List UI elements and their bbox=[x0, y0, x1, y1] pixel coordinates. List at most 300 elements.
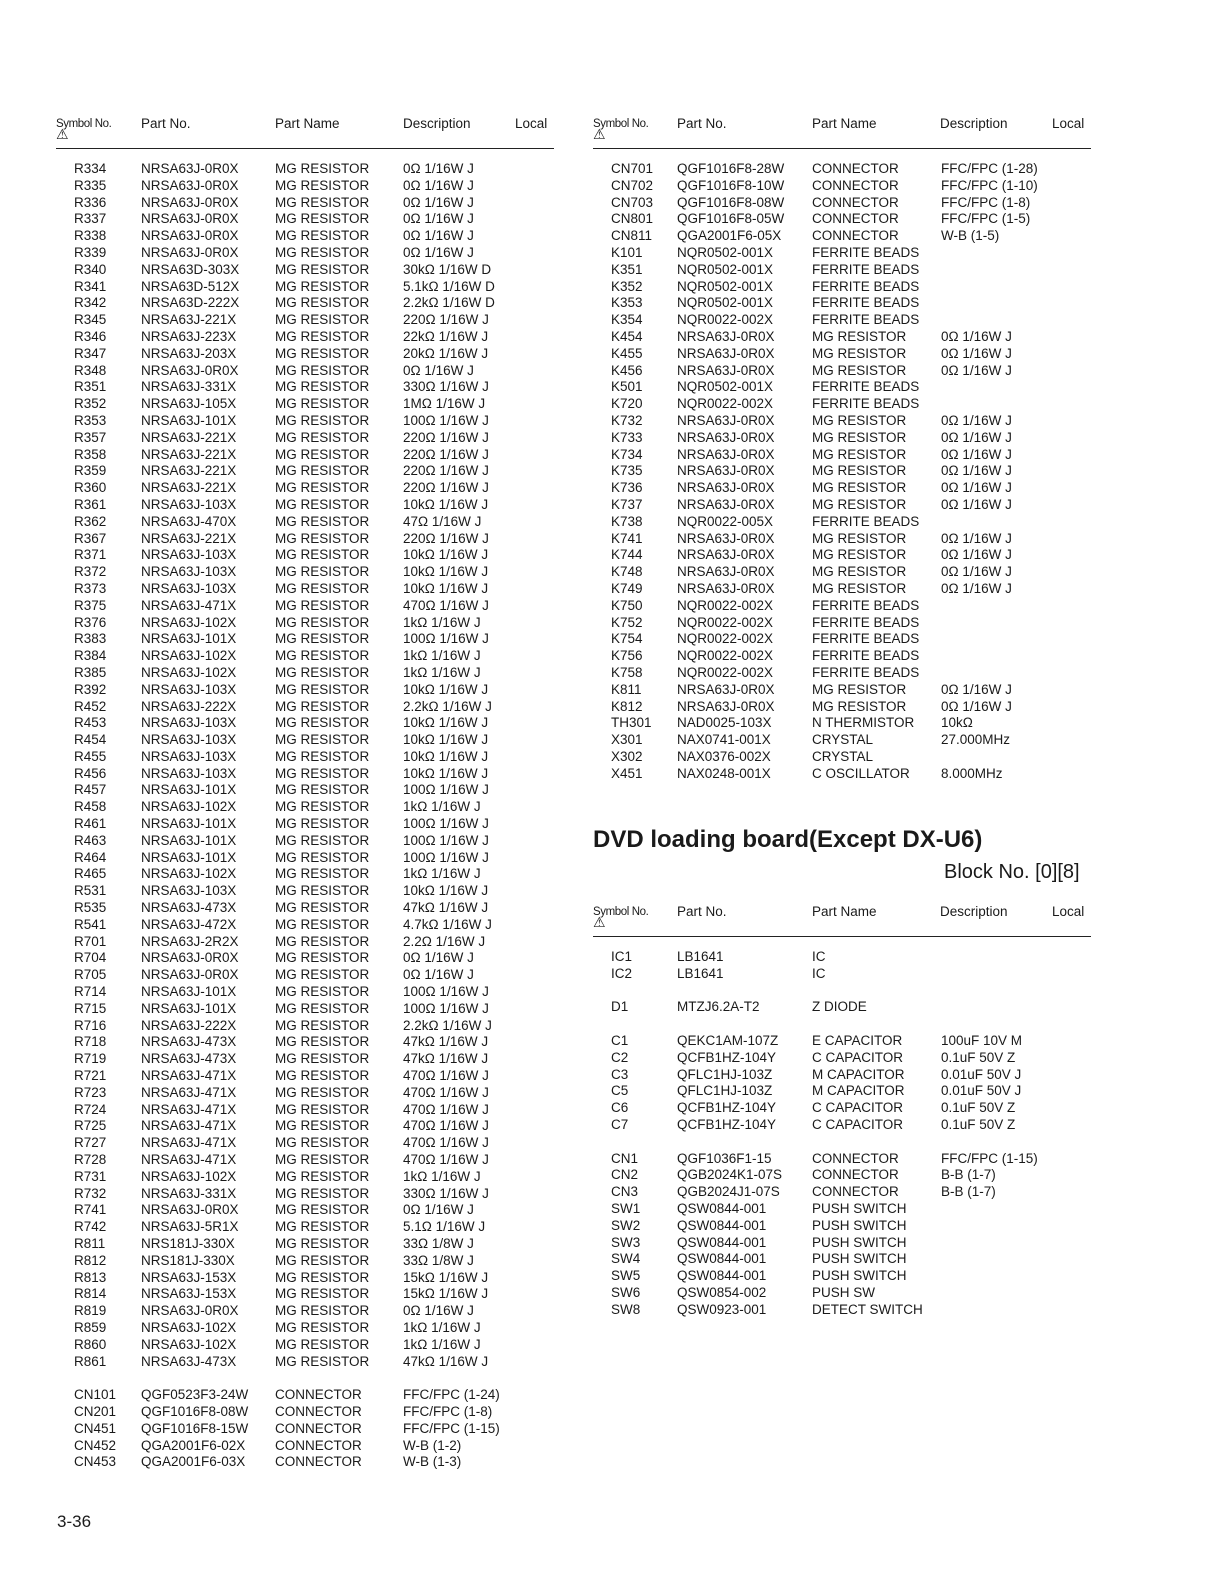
description-cell: 10kΩ 1/16W J bbox=[403, 496, 489, 512]
symbol-no-cell: R701 bbox=[74, 933, 107, 949]
part-name-cell: CONNECTOR bbox=[812, 228, 899, 244]
part-name-cell: MG RESISTOR bbox=[275, 1336, 370, 1352]
description-header: Description bbox=[940, 904, 1008, 919]
part-name-cell: MG RESISTOR bbox=[275, 664, 370, 680]
symbol-no-cell: R375 bbox=[74, 597, 107, 613]
part-no-cell: NRSA63J-472X bbox=[141, 916, 237, 932]
description-cell: 1kΩ 1/16W J bbox=[403, 1168, 481, 1184]
part-no-cell: QCFB1HZ-104Y bbox=[677, 1100, 777, 1116]
part-no-cell: NRSA63J-473X bbox=[141, 1034, 237, 1050]
symbol-no-cell: R714 bbox=[74, 984, 107, 1000]
symbol-header-label: Symbol No. bbox=[56, 118, 112, 130]
part-no-cell: NRSA63J-331X bbox=[141, 379, 237, 395]
symbol-no-cell: K738 bbox=[611, 513, 643, 529]
table-row bbox=[0, 195, 1100, 212]
description-cell: FFC/FPC (1-24) bbox=[403, 1387, 500, 1403]
part-name-cell: MG RESISTOR bbox=[275, 1068, 370, 1084]
part-name-cell: MG RESISTOR bbox=[275, 950, 370, 966]
symbol-no-cell: R531 bbox=[74, 883, 107, 899]
part-no-cell: NRSA63J-0R0X bbox=[677, 463, 775, 479]
part-name-cell: MG RESISTOR bbox=[275, 396, 370, 412]
symbol-no-cell: R454 bbox=[74, 732, 107, 748]
part-name-cell: MG RESISTOR bbox=[275, 194, 370, 210]
symbol-no-cell: R392 bbox=[74, 681, 107, 697]
table-row bbox=[0, 245, 1100, 262]
part-no-cell: NQR0022-002X bbox=[677, 648, 774, 664]
description-cell: 0Ω 1/16W J bbox=[403, 967, 474, 983]
local-header: Local bbox=[1052, 904, 1085, 919]
part-no-cell: NRSA63J-223X bbox=[141, 328, 237, 344]
table-row bbox=[0, 732, 1100, 749]
symbol-no-cell: R336 bbox=[74, 194, 107, 210]
right-parts-table bbox=[0, 161, 1100, 782]
description-cell: 470Ω 1/16W J bbox=[403, 1152, 489, 1168]
part-no-cell: LB1641 bbox=[677, 965, 724, 981]
table-row bbox=[0, 228, 1100, 245]
description-cell: 0Ω 1/16W J bbox=[403, 1303, 474, 1319]
part-no-cell: NRSA63J-101X bbox=[141, 849, 237, 865]
description-cell: 470Ω 1/16W J bbox=[403, 1101, 489, 1117]
loading-table-header bbox=[593, 896, 1091, 937]
description-cell: 100Ω 1/16W J bbox=[403, 816, 489, 832]
description-cell: FFC/FPC (1-28) bbox=[941, 161, 1038, 176]
description-cell: 220Ω 1/16W J bbox=[403, 446, 489, 462]
symbol-no-cell: R742 bbox=[74, 1219, 107, 1235]
symbol-no-cell: R704 bbox=[74, 950, 107, 966]
part-no-cell: NRSA63J-0R0X bbox=[141, 1202, 239, 1218]
symbol-no-cell: R348 bbox=[74, 362, 107, 378]
part-name-cell: MG RESISTOR bbox=[812, 547, 907, 563]
symbol-no-cell: C7 bbox=[611, 1116, 629, 1132]
part-name-cell: MG RESISTOR bbox=[275, 547, 370, 563]
symbol-header bbox=[593, 906, 649, 930]
symbol-no-cell: IC1 bbox=[611, 949, 633, 964]
part-name-cell: MG RESISTOR bbox=[275, 480, 370, 496]
part-name-cell: CONNECTOR bbox=[812, 161, 899, 176]
symbol-no-cell: CN1 bbox=[611, 1150, 639, 1166]
table-row bbox=[0, 631, 1100, 648]
description-cell: 47kΩ 1/16W J bbox=[403, 900, 489, 916]
part-name-cell: MG RESISTOR bbox=[812, 681, 907, 697]
symbol-no-cell: R351 bbox=[74, 379, 107, 395]
symbol-no-cell: TH301 bbox=[611, 715, 652, 731]
part-name-cell: MG RESISTOR bbox=[275, 496, 370, 512]
table-row bbox=[0, 715, 1100, 732]
symbol-no-cell: SW1 bbox=[611, 1200, 641, 1216]
description-cell: 1kΩ 1/16W J bbox=[403, 1336, 481, 1352]
part-name-cell: IC bbox=[812, 949, 826, 964]
part-no-cell: NAX0741-001X bbox=[677, 732, 771, 748]
description-cell: 0Ω 1/16W J bbox=[941, 480, 1012, 496]
description-cell: 10kΩ 1/16W J bbox=[403, 681, 489, 697]
part-no-cell: NQR0022-002X bbox=[677, 597, 774, 613]
part-name-cell: MG RESISTOR bbox=[275, 765, 370, 781]
symbol-no-cell: CN452 bbox=[74, 1437, 117, 1453]
table-row bbox=[0, 699, 1100, 716]
part-no-cell: NRSA63J-471X bbox=[141, 1118, 237, 1134]
part-name-cell: MG RESISTOR bbox=[275, 1319, 370, 1335]
symbol-no-cell: R458 bbox=[74, 799, 107, 815]
part-name-cell: MG RESISTOR bbox=[812, 564, 907, 580]
part-name-header: Part Name bbox=[812, 904, 877, 919]
description-cell: 27.000MHz bbox=[941, 732, 1011, 748]
description-cell: 0Ω 1/16W J bbox=[403, 177, 474, 193]
part-no-cell: NQR0502-001X bbox=[677, 261, 774, 277]
description-cell: 20kΩ 1/16W J bbox=[403, 345, 489, 361]
section-title: DVD loading board(Except DX-U6) bbox=[593, 826, 983, 853]
description-cell: 0Ω 1/16W J bbox=[941, 446, 1012, 462]
symbol-no-cell: C2 bbox=[611, 1049, 629, 1065]
part-no-cell: NRSA63J-105X bbox=[141, 396, 237, 412]
description-cell: 5.1kΩ 1/16W D bbox=[403, 278, 495, 294]
part-no-cell: NRSA63J-221X bbox=[141, 463, 237, 479]
part-name-cell: C CAPACITOR bbox=[812, 1049, 904, 1065]
symbol-no-cell: R861 bbox=[74, 1353, 107, 1369]
part-name-cell: MG RESISTOR bbox=[275, 513, 370, 529]
description-cell: 0Ω 1/16W J bbox=[403, 1202, 474, 1218]
symbol-no-cell: R338 bbox=[74, 228, 107, 244]
part-no-cell: QGF1016F8-10W bbox=[677, 177, 785, 193]
part-no-cell: NRSA63J-0R0X bbox=[677, 564, 775, 580]
row-spacer bbox=[0, 1370, 560, 1387]
table-row bbox=[0, 1438, 560, 1455]
description-cell: 100Ω 1/16W J bbox=[403, 631, 489, 647]
part-no-cell: NRSA63J-0R0X bbox=[677, 698, 775, 714]
description-cell: B-B (1-7) bbox=[941, 1167, 996, 1183]
description-cell: 10kΩ 1/16W J bbox=[403, 547, 489, 563]
symbol-no-cell: K737 bbox=[611, 496, 643, 512]
table-row bbox=[0, 329, 1100, 346]
description-cell: W-B (1-2) bbox=[403, 1437, 462, 1453]
symbol-no-cell: SW8 bbox=[611, 1301, 641, 1317]
part-no-cell: QSW0844-001 bbox=[677, 1234, 767, 1250]
part-name-cell: CONNECTOR bbox=[812, 177, 899, 193]
part-name-cell: MG RESISTOR bbox=[275, 799, 370, 815]
symbol-no-cell: K732 bbox=[611, 412, 643, 428]
row-spacer bbox=[0, 983, 1100, 1000]
symbol-no-cell: R357 bbox=[74, 429, 107, 445]
part-name-cell: MG RESISTOR bbox=[275, 916, 370, 932]
part-no-cell: NRSA63J-0R0X bbox=[677, 328, 775, 344]
part-no-cell: QSW0844-001 bbox=[677, 1251, 767, 1267]
description-cell: 0Ω 1/16W J bbox=[403, 950, 474, 966]
part-name-cell: MG RESISTOR bbox=[275, 1000, 370, 1016]
part-name-cell: E CAPACITOR bbox=[812, 1032, 903, 1048]
part-name-cell: FERRITE BEADS bbox=[812, 597, 920, 613]
part-no-cell: NRSA63J-0R0X bbox=[677, 580, 775, 596]
part-no-cell: NRS181J-330X bbox=[141, 1252, 235, 1268]
part-name-cell: MG RESISTOR bbox=[275, 261, 370, 277]
part-no-cell: QSW0844-001 bbox=[677, 1200, 767, 1216]
symbol-no-cell: CN801 bbox=[611, 211, 654, 227]
description-cell: 15kΩ 1/16W J bbox=[403, 1269, 489, 1285]
table-row bbox=[0, 581, 1100, 598]
description-cell: 470Ω 1/16W J bbox=[403, 1118, 489, 1134]
description-cell: 0.01uF 50V J bbox=[941, 1066, 1022, 1082]
description-cell: 220Ω 1/16W J bbox=[403, 429, 489, 445]
symbol-no-cell: R813 bbox=[74, 1269, 107, 1285]
symbol-no-cell: CN3 bbox=[611, 1184, 639, 1200]
part-name-cell: MG RESISTOR bbox=[275, 362, 370, 378]
part-name-cell: DETECT SWITCH bbox=[812, 1301, 923, 1317]
table-row bbox=[0, 866, 560, 883]
description-cell: 0Ω 1/16W J bbox=[941, 564, 1012, 580]
description-cell: 2.2kΩ 1/16W J bbox=[403, 698, 492, 714]
part-name-cell: MG RESISTOR bbox=[275, 1135, 370, 1151]
part-no-cell: NRSA63J-153X bbox=[141, 1286, 237, 1302]
table-row bbox=[0, 211, 1100, 228]
part-no-cell: NRSA63J-102X bbox=[141, 664, 237, 680]
part-no-cell: QSW0844-001 bbox=[677, 1268, 767, 1284]
symbol-no-cell: R456 bbox=[74, 765, 107, 781]
table-row bbox=[0, 1421, 560, 1438]
part-name-header: Part Name bbox=[812, 116, 877, 131]
part-name-cell: MG RESISTOR bbox=[275, 1152, 370, 1168]
part-name-cell: MG RESISTOR bbox=[275, 295, 370, 311]
part-no-cell: NQR0022-002X bbox=[677, 312, 774, 328]
part-no-cell: NRSA63J-0R0X bbox=[141, 211, 239, 227]
symbol-no-cell: CN703 bbox=[611, 194, 654, 210]
table-row bbox=[0, 463, 1100, 480]
part-no-cell: NRSA63J-221X bbox=[141, 446, 237, 462]
part-no-cell: LB1641 bbox=[677, 949, 724, 964]
symbol-no-cell: R383 bbox=[74, 631, 107, 647]
part-name-cell: N THERMISTOR bbox=[812, 715, 915, 731]
part-name-cell: MG RESISTOR bbox=[275, 732, 370, 748]
symbol-no-cell: K734 bbox=[611, 446, 643, 462]
description-cell: 30kΩ 1/16W D bbox=[403, 261, 492, 277]
table-row bbox=[0, 379, 1100, 396]
part-no-cell: NRSA63J-221X bbox=[141, 530, 237, 546]
description-cell: 100Ω 1/16W J bbox=[403, 849, 489, 865]
part-name-cell: CONNECTOR bbox=[275, 1437, 362, 1453]
table-row bbox=[0, 1184, 1100, 1201]
table-row bbox=[0, 1067, 1100, 1084]
part-no-cell: NQR0502-001X bbox=[677, 244, 774, 260]
part-no-cell: NRSA63J-0R0X bbox=[677, 412, 775, 428]
part-no-cell: NRSA63J-102X bbox=[141, 866, 237, 882]
table-row bbox=[0, 1285, 1100, 1302]
description-cell: 0Ω 1/16W J bbox=[941, 496, 1012, 512]
part-name-cell: MG RESISTOR bbox=[275, 228, 370, 244]
caution-icon: ⚠ bbox=[593, 914, 606, 930]
part-no-cell: NAD0025-103X bbox=[677, 715, 772, 731]
symbol-no-cell: SW3 bbox=[611, 1234, 641, 1250]
symbol-no-cell: K733 bbox=[611, 429, 643, 445]
symbol-no-cell: R812 bbox=[74, 1252, 107, 1268]
table-row bbox=[0, 1354, 560, 1371]
symbol-no-cell: R860 bbox=[74, 1336, 107, 1352]
part-name-cell: MG RESISTOR bbox=[275, 345, 370, 361]
part-no-cell: NRSA63J-2R2X bbox=[141, 933, 239, 949]
part-no-cell: QGA2001F6-05X bbox=[677, 228, 782, 244]
part-name-cell: MG RESISTOR bbox=[275, 244, 370, 260]
description-header: Description bbox=[403, 116, 471, 131]
description-cell: 0Ω 1/16W J bbox=[941, 681, 1012, 697]
part-name-cell: FERRITE BEADS bbox=[812, 396, 920, 412]
table-row bbox=[0, 531, 1100, 548]
symbol-no-cell: R455 bbox=[74, 748, 107, 764]
part-no-cell: QFLC1HJ-103Z bbox=[677, 1083, 773, 1099]
part-name-cell: MG RESISTOR bbox=[275, 900, 370, 916]
part-name-cell: MG RESISTOR bbox=[812, 328, 907, 344]
part-name-cell: MG RESISTOR bbox=[275, 1051, 370, 1067]
symbol-no-cell: X451 bbox=[611, 765, 643, 781]
part-name-cell: FERRITE BEADS bbox=[812, 513, 920, 529]
part-name-cell: MG RESISTOR bbox=[275, 211, 370, 227]
page-number: 3-36 bbox=[57, 1512, 92, 1531]
description-cell: 4.7kΩ 1/16W J bbox=[403, 916, 492, 932]
part-no-cell: QGA2001F6-03X bbox=[141, 1454, 246, 1470]
symbol-no-cell: R715 bbox=[74, 1000, 107, 1016]
part-name-cell: MG RESISTOR bbox=[275, 1303, 370, 1319]
table-row bbox=[0, 480, 1100, 497]
symbol-no-cell: R352 bbox=[74, 396, 107, 412]
description-cell: 0Ω 1/16W J bbox=[941, 412, 1012, 428]
symbol-no-cell: R457 bbox=[74, 782, 107, 798]
part-name-cell: MG RESISTOR bbox=[275, 1017, 370, 1033]
symbol-no-cell: X302 bbox=[611, 748, 643, 764]
description-header: Description bbox=[940, 116, 1008, 131]
description-cell: 0Ω 1/16W J bbox=[941, 530, 1012, 546]
part-no-cell: NRSA63J-0R0X bbox=[141, 177, 239, 193]
table-row bbox=[0, 564, 1100, 581]
description-cell: 10kΩ 1/16W J bbox=[403, 715, 489, 731]
part-name-cell: MG RESISTOR bbox=[275, 1168, 370, 1184]
part-name-cell: M CAPACITOR bbox=[812, 1083, 905, 1099]
table-row bbox=[0, 850, 560, 867]
part-name-cell: MG RESISTOR bbox=[275, 698, 370, 714]
symbol-no-cell: CN451 bbox=[74, 1420, 117, 1436]
part-name-cell: MG RESISTOR bbox=[275, 681, 370, 697]
part-name-cell: C OSCILLATOR bbox=[812, 765, 910, 781]
part-no-cell: NRSA63J-101X bbox=[141, 412, 237, 428]
symbol-no-cell: K455 bbox=[611, 345, 643, 361]
part-name-cell: MG RESISTOR bbox=[275, 564, 370, 580]
description-cell: 1kΩ 1/16W J bbox=[403, 799, 481, 815]
description-cell: FFC/FPC (1-5) bbox=[941, 211, 1031, 227]
part-no-cell: NRSA63J-101X bbox=[141, 816, 237, 832]
table-row bbox=[0, 833, 560, 850]
part-name-cell: MG RESISTOR bbox=[275, 1269, 370, 1285]
table-row bbox=[0, 766, 1100, 783]
part-no-cell: NRSA63J-102X bbox=[141, 799, 237, 815]
symbol-no-cell: K456 bbox=[611, 362, 643, 378]
description-cell: 10kΩ 1/16W J bbox=[403, 580, 489, 596]
symbol-no-cell: R463 bbox=[74, 832, 107, 848]
part-no-cell: NRSA63J-473X bbox=[141, 1051, 237, 1067]
table-row bbox=[0, 1218, 1100, 1235]
symbol-no-cell: R716 bbox=[74, 1017, 107, 1033]
table-row bbox=[0, 279, 1100, 296]
part-no-cell: NRSA63J-0R0X bbox=[677, 480, 775, 496]
symbol-no-cell: R385 bbox=[74, 664, 107, 680]
symbol-no-cell: K756 bbox=[611, 648, 643, 664]
symbol-no-cell: R452 bbox=[74, 698, 107, 714]
description-cell: 0Ω 1/16W J bbox=[941, 463, 1012, 479]
part-no-cell: NRSA63J-221X bbox=[141, 480, 237, 496]
table-row bbox=[0, 749, 1100, 766]
symbol-no-cell: C5 bbox=[611, 1083, 629, 1099]
symbol-no-cell: R359 bbox=[74, 463, 107, 479]
description-cell: 100Ω 1/16W J bbox=[403, 1000, 489, 1016]
symbol-no-cell: R811 bbox=[74, 1236, 106, 1251]
part-no-cell: NQR0022-002X bbox=[677, 614, 774, 630]
description-cell: 47kΩ 1/16W J bbox=[403, 1051, 489, 1067]
part-no-cell: NRSA63J-471X bbox=[141, 597, 237, 613]
symbol-no-cell: R731 bbox=[74, 1168, 107, 1184]
table-row bbox=[0, 917, 560, 934]
part-no-cell: QGF1036F1-15 bbox=[677, 1150, 772, 1166]
part-no-cell: NRSA63J-102X bbox=[141, 1168, 237, 1184]
part-name-cell: MG RESISTOR bbox=[275, 530, 370, 546]
part-no-cell: NRSA63J-0R0X bbox=[677, 530, 775, 546]
symbol-no-cell: CN201 bbox=[74, 1403, 117, 1419]
part-name-cell: CONNECTOR bbox=[812, 1184, 899, 1200]
symbol-header bbox=[56, 118, 112, 142]
part-name-cell: MG RESISTOR bbox=[275, 161, 370, 176]
part-no-cell: NRSA63J-101X bbox=[141, 782, 237, 798]
symbol-no-cell: C1 bbox=[611, 1032, 629, 1048]
part-name-cell: FERRITE BEADS bbox=[812, 278, 920, 294]
part-name-cell: CONNECTOR bbox=[812, 194, 899, 210]
description-cell: 220Ω 1/16W J bbox=[403, 480, 489, 496]
table-row bbox=[0, 816, 560, 833]
symbol-no-cell: CN811 bbox=[611, 228, 653, 244]
part-no-cell: QEKC1AM-107Z bbox=[677, 1032, 779, 1048]
description-cell: 0Ω 1/16W J bbox=[403, 194, 474, 210]
part-name-cell: C CAPACITOR bbox=[812, 1100, 904, 1116]
description-cell: 100Ω 1/16W J bbox=[403, 412, 489, 428]
symbol-no-cell: IC2 bbox=[611, 965, 633, 981]
part-no-cell: NRSA63J-473X bbox=[141, 1353, 237, 1369]
table-row bbox=[0, 900, 560, 917]
description-cell: 0Ω 1/16W J bbox=[403, 161, 474, 176]
part-name-cell: FERRITE BEADS bbox=[812, 244, 920, 260]
symbol-no-cell: K720 bbox=[611, 396, 643, 412]
part-name-cell: PUSH SWITCH bbox=[812, 1234, 907, 1250]
table-row bbox=[0, 615, 1100, 632]
description-cell: 470Ω 1/16W J bbox=[403, 1084, 489, 1100]
table-row bbox=[0, 547, 1100, 564]
part-name-cell: Z DIODE bbox=[812, 999, 867, 1015]
description-cell: W-B (1-5) bbox=[941, 228, 1000, 244]
part-name-cell: FERRITE BEADS bbox=[812, 664, 920, 680]
description-cell: 1kΩ 1/16W J bbox=[403, 648, 481, 664]
part-no-cell: NRSA63J-473X bbox=[141, 900, 237, 916]
part-name-cell: MG RESISTOR bbox=[275, 1353, 370, 1369]
table-row bbox=[0, 430, 1100, 447]
part-no-cell: QSW0844-001 bbox=[677, 1217, 767, 1233]
symbol-no-cell: R728 bbox=[74, 1152, 107, 1168]
part-no-cell: NRSA63J-101X bbox=[141, 1000, 237, 1016]
part-name-cell: IC bbox=[812, 965, 826, 981]
symbol-no-cell: R719 bbox=[74, 1051, 107, 1067]
symbol-no-cell: R721 bbox=[74, 1068, 107, 1084]
part-no-cell: NRSA63J-471X bbox=[141, 1152, 237, 1168]
part-name-cell: MG RESISTOR bbox=[812, 480, 907, 496]
description-cell: 330Ω 1/16W J bbox=[403, 1185, 489, 1201]
caution-icon: ⚠ bbox=[56, 126, 69, 142]
part-name-cell: MG RESISTOR bbox=[275, 1236, 370, 1251]
part-name-cell: FERRITE BEADS bbox=[812, 631, 920, 647]
description-cell: 0Ω 1/16W J bbox=[403, 228, 474, 244]
table-row bbox=[0, 1167, 1100, 1184]
table-row bbox=[0, 514, 1100, 531]
part-no-cell: NRSA63J-470X bbox=[141, 513, 237, 529]
table-row bbox=[0, 1235, 1100, 1252]
symbol-no-cell: R362 bbox=[74, 513, 107, 529]
